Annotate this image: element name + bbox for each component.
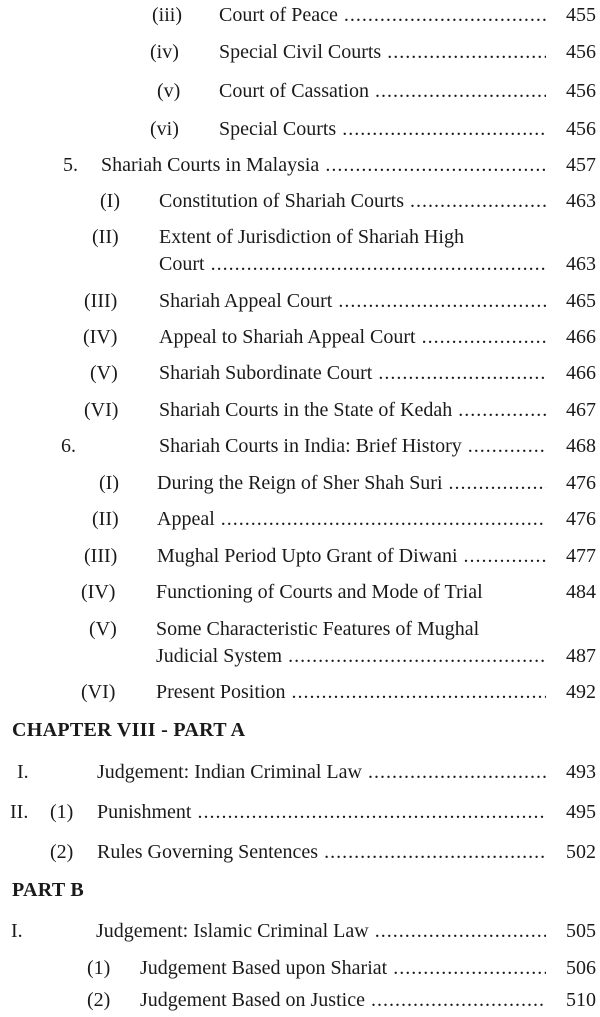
toc-entry — [0, 757, 600, 787]
entry-number: (2) — [87, 989, 111, 1011]
entry-title: Shariah Appeal Court ..... — [159, 286, 546, 316]
entry-title: Shariah Subordinate Court ..... — [159, 358, 546, 388]
entry-number: (VI) — [84, 399, 119, 421]
entry-page: 456 — [566, 80, 596, 102]
entry-page: 467 — [566, 399, 596, 421]
entry-number: (IV) — [81, 581, 116, 603]
entry-title: Special Courts ..... — [219, 114, 546, 144]
entry-page: 476 — [566, 508, 596, 530]
entry-number: (III) — [84, 290, 118, 312]
entry-page: 457 — [566, 154, 596, 176]
toc-entry — [0, 504, 600, 534]
entry-page: 506 — [566, 957, 596, 979]
entry-title: Shariah Courts in India: Brief History ..... — [159, 431, 546, 461]
entry-number: (VI) — [81, 681, 116, 703]
toc-entry — [0, 577, 600, 607]
toc-entry — [0, 249, 600, 279]
toc-entry — [0, 837, 600, 867]
entry-title: Shariah Courts in the State of Kedah ..... — [159, 395, 546, 425]
entry-page: 487 — [566, 645, 596, 667]
entry-title: Constitution of Shariah Courts ..... — [159, 186, 546, 216]
entry-title: Shariah Courts in Malaysia ..... — [101, 150, 546, 180]
entry-title: Court ..... — [159, 249, 546, 279]
toc-entry — [0, 641, 600, 671]
entry-number: (V) — [89, 618, 117, 640]
entry-number: (iii) — [152, 4, 182, 26]
entry-title: Appeal to Shariah Appeal Court ..... — [159, 322, 546, 352]
toc-entry — [0, 953, 600, 983]
entry-page: 492 — [566, 681, 596, 703]
entry-page: 505 — [566, 920, 596, 942]
entry-number: I. — [11, 920, 23, 942]
entry-page: 455 — [566, 4, 596, 26]
entry-number: 6. — [61, 435, 76, 457]
entry-title: Judgement: Islamic Criminal Law ..... — [96, 916, 546, 946]
entry-title: Mughal Period Upto Grant of Diwani ..... — [157, 541, 546, 571]
entry-number: (2) — [50, 841, 74, 863]
entry-number: 5. — [63, 154, 78, 176]
toc-entry — [0, 677, 600, 707]
part-heading: PART B — [12, 879, 85, 901]
entry-page: 463 — [566, 253, 596, 275]
toc-entry — [0, 431, 600, 461]
entry-number: (iv) — [150, 41, 179, 63]
toc-entry — [0, 322, 600, 352]
entry-number: (I) — [99, 472, 119, 494]
entry-title-line1: Extent of Jurisdiction of Shariah High — [159, 226, 464, 248]
toc-entry — [0, 916, 600, 946]
toc-entry — [0, 985, 600, 1015]
entry-page: 484 — [566, 581, 596, 603]
entry-title: Court of Peace ..... — [219, 0, 546, 30]
entry-number: II. — [10, 801, 29, 823]
entry-page: 466 — [566, 326, 596, 348]
entry-sub-number: (1) — [50, 801, 74, 823]
toc-entry — [0, 541, 600, 571]
entry-page: 468 — [566, 435, 596, 457]
toc-entry-line1 — [0, 614, 600, 644]
entry-number: (IV) — [83, 326, 118, 348]
entry-number: (1) — [87, 957, 111, 979]
entry-title: Judgement Based upon Shariat ..... — [140, 953, 546, 983]
toc-entry — [0, 395, 600, 425]
entry-number: I. — [17, 761, 29, 783]
toc-entry — [0, 286, 600, 316]
toc-entry — [0, 797, 600, 827]
entry-title: Punishment ..... — [97, 797, 546, 827]
entry-page: 510 — [566, 989, 596, 1011]
entry-number: (III) — [84, 545, 118, 567]
entry-title: Court of Cassation ..... — [219, 76, 546, 106]
entry-title: Special Civil Courts ..... — [219, 37, 546, 67]
entry-page: 463 — [566, 190, 596, 212]
entry-title: Judicial System ..... — [156, 641, 546, 671]
entry-number: (II) — [92, 508, 119, 530]
entry-page: 476 — [566, 472, 596, 494]
entry-title: Appeal ..... — [157, 504, 546, 534]
entry-title-line1: Some Characteristic Features of Mughal — [156, 618, 480, 640]
entry-title: Judgement: Indian Criminal Law ..... — [97, 757, 546, 787]
entry-number: (vi) — [150, 118, 179, 140]
entry-title: Rules Governing Sentences ..... — [97, 837, 546, 867]
entry-title: Judgement Based on Justice ..... — [140, 985, 546, 1015]
entry-page: 493 — [566, 761, 596, 783]
toc-entry — [0, 468, 600, 498]
entry-title: Present Position ..... — [156, 677, 546, 707]
entry-page: 456 — [566, 41, 596, 63]
entry-page: 456 — [566, 118, 596, 140]
toc-entry — [0, 37, 600, 67]
toc-entry — [0, 114, 600, 144]
entry-page: 495 — [566, 801, 596, 823]
entry-page: 502 — [566, 841, 596, 863]
entry-page: 465 — [566, 290, 596, 312]
toc-entry — [0, 76, 600, 106]
entry-number: (v) — [157, 80, 181, 102]
entry-number: (II) — [92, 226, 119, 248]
entry-number: (V) — [90, 362, 118, 384]
toc-entry — [0, 0, 600, 30]
entry-page: 466 — [566, 362, 596, 384]
toc-entry-line1 — [0, 222, 600, 252]
toc-entry — [0, 150, 600, 180]
chapter-heading: CHAPTER VIII - PART A — [12, 719, 246, 741]
entry-title: During the Reign of Sher Shah Suri ..... — [157, 468, 546, 498]
entry-title: Functioning of Courts and Mode of Trial — [156, 581, 483, 603]
entry-number: (I) — [100, 190, 120, 212]
toc-entry — [0, 186, 600, 216]
toc-entry — [0, 358, 600, 388]
entry-page: 477 — [566, 545, 596, 567]
